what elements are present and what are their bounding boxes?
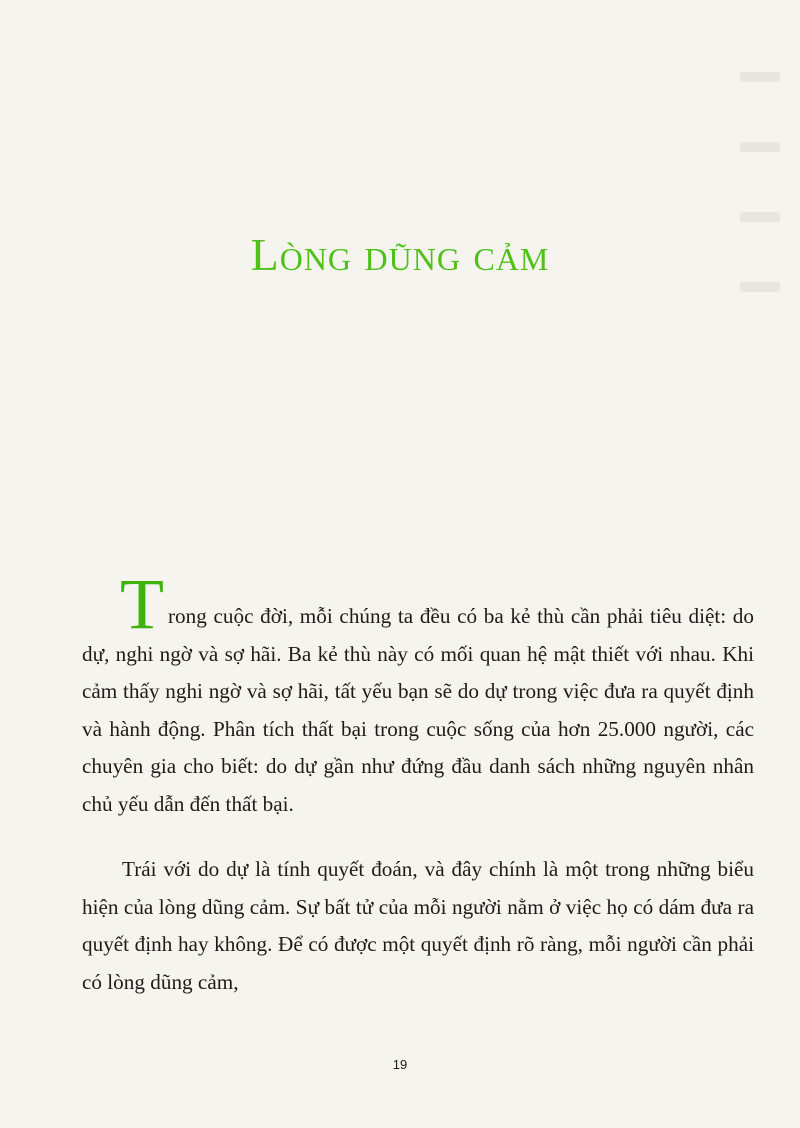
paragraph-1-text: rong cuộc đời, mỗi chúng ta đều có ba kẻ thù cần phải tiêu diệt: do dự, nghi ngờ và sợ hãi. Ba kẻ thù này có mối quan hệ mật thiết với nhau. Khi cảm thấy nghi ngờ và sợ hãi, tất yếu bạn sẽ do dự trong việc đưa ra quyết định và hành động. Phân tích thất bại trong cuộc sống của hơn 25.000 người, các chuyên gia cho biết: do dự gần như đứng đầu danh sách những nguyên nhân chủ yếu dẫn đến thất bại. [82,604,754,816]
page-number: 19 [392,1057,408,1072]
paragraph-1 [82,564,754,823]
bleed-mark [740,72,780,82]
bleed-mark [740,142,780,152]
drop-cap: T [120,564,164,644]
chapter-title: Lòng dũng cảm [250,229,550,280]
bleed-mark [740,212,780,222]
paragraph-2 [82,851,754,1001]
body-text [82,564,754,1001]
paragraph-2-text: Trái với do dự là tính quyết đoán, và đây chính là một trong những biểu hiện của lòng dũng cảm. Sự bất tử của mỗi người nằm ở việc họ có dám đưa ra quyết định hay không. Để có được một quyết định rõ ràng, mỗi người cần phải có lòng dũng cảm, [82,857,754,994]
bleed-mark [740,282,780,292]
